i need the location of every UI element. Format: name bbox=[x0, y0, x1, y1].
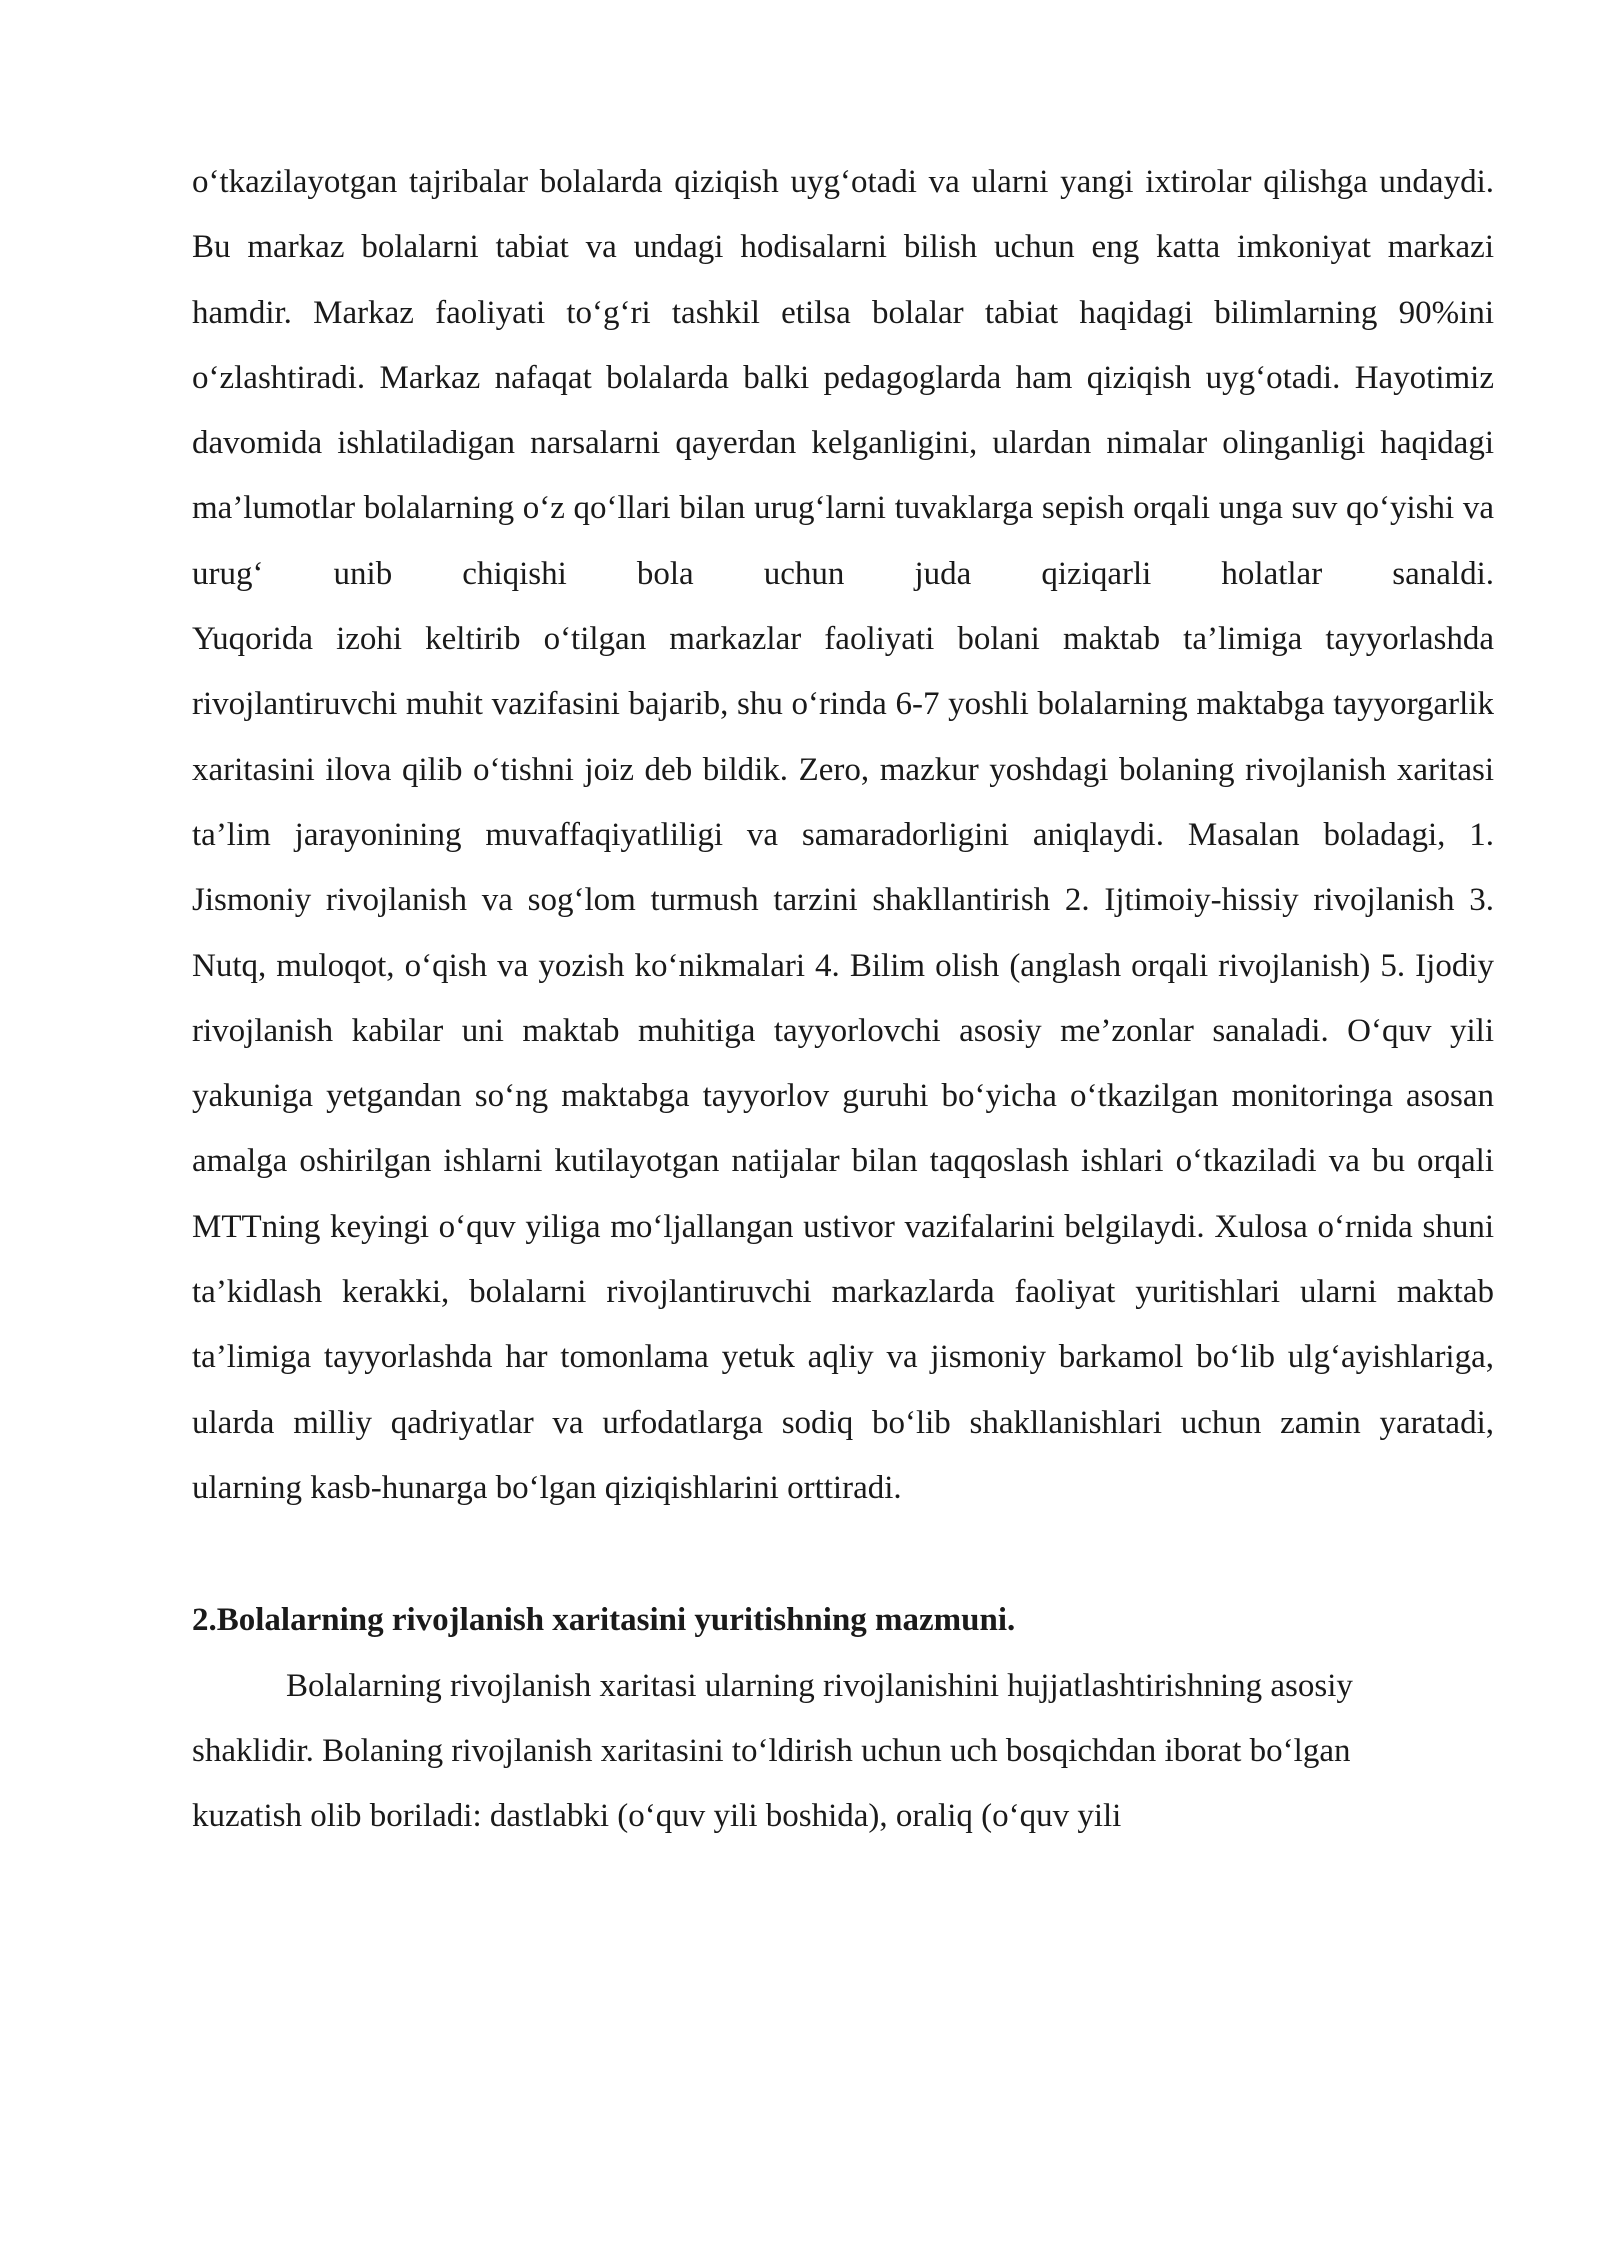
section-heading: 2.Bolalarning rivojlanish xaritasini yuritishning mazmuni. bbox=[192, 1602, 1016, 1639]
paragraph-4-text: Bolalarning rivojlanish xaritasi ularning rivojlanishini hujjatlashtirishning asosiy shaklidir. Bolaning rivojlanish xaritasini to‘ldirish uchun uch bosqichdan iborat bo‘lgan kuzatish olib boriladi: dastlabki (o‘quv yili boshida), oraliq (o‘quv yili bbox=[192, 1667, 1353, 1835]
paragraph-2: Bu markaz bolalarni tabiat va undagi hodisalarni bilish uchun eng katta imkoniyat markazi hamdir. Markaz faoliyati to‘g‘ri tashkil etilsa bolalar tabiat haqidagi bilimlarning 90%ini o‘zlashtiradi. Markaz nafaqat bolalarda balki pedagoglarda ham qiziqish uyg‘otadi. Hayotimiz davomida ishlatiladigan narsalarni qayerdan kelganligini, ulardan nimalar olinganligi haqidagi ma’lumotlar bolalarning o‘z qo‘llari bilan urug‘larni tuvaklarga sepish orqali unga suv qo‘yishi va urug‘ unib chiqishi bola uchun juda qiziqarli holatlar sanaldi. bbox=[192, 229, 1494, 592]
paragraph-3: Yuqorida izohi keltirib o‘tilgan markazlar faoliyati bolani maktab ta’limiga tayyorlashda rivojlantiruvchi muhit vazifasini bajarib, shu o‘rinda 6-7 yoshli bolalarning maktabga tayyorgarlik xaritasini ilova qilib o‘tishni joiz deb bildik. Zero, mazkur yoshdagi bolaning rivojlanish xaritasi ta’lim jarayonining muvaffaqiyatliligi va samaradorligini aniqlaydi. Masalan boladagi, 1. Jismoniy rivojlanish va sog‘lom turmush tarzini shakllantirish 2. Ijtimoiy-hissiy rivojlanish 3. Nutq, muloqot, o‘qish va yozish ko‘nikmalari 4. Bilim olish (anglash orqali rivojlanish) 5. Ijodiy rivojlanish kabilar uni maktab muhitiga tayyorlovchi asosiy me’zonlar sanaladi. O‘quv yili yakuniga yetgandan so‘ng maktabga tayyorlov guruhi bo‘yicha o‘tkazilgan monitoringa asosan amalga oshirilgan ishlarni kutilayotgan natijalar bilan taqqoslash ishlari o‘tkaziladi va bu orqali MTTning keyingi o‘quv yiliga mo‘ljallangan ustivor vazifalarini belgilaydi. Xulosa o‘rnida shuni ta’kidlash kerakki, bolalarni rivojlantiruvchi markazlarda faoliyat yuritishlari ularni maktab ta’limiga tayyorlashda har tomonlama yetuk aqliy va jismoniy barkamol bo‘lib ulg‘ayishlariga, ularda milliy qadriyatlar va urfodatlarga sodiq bo‘lib shakllanishlari uchun zamin yaratadi, ularning kasb-hunarga bo‘lgan qiziqishlarini orttiradi. bbox=[192, 621, 1494, 1506]
paragraph-1: o‘tkazilayotgan tajribalar bolalarda qiziqish uyg‘otadi va ularni yangi ixtirolar qilishga undaydi. bbox=[192, 164, 1494, 200]
document-page bbox=[192, 150, 1494, 1849]
paragraph-4 bbox=[192, 1654, 1417, 1850]
